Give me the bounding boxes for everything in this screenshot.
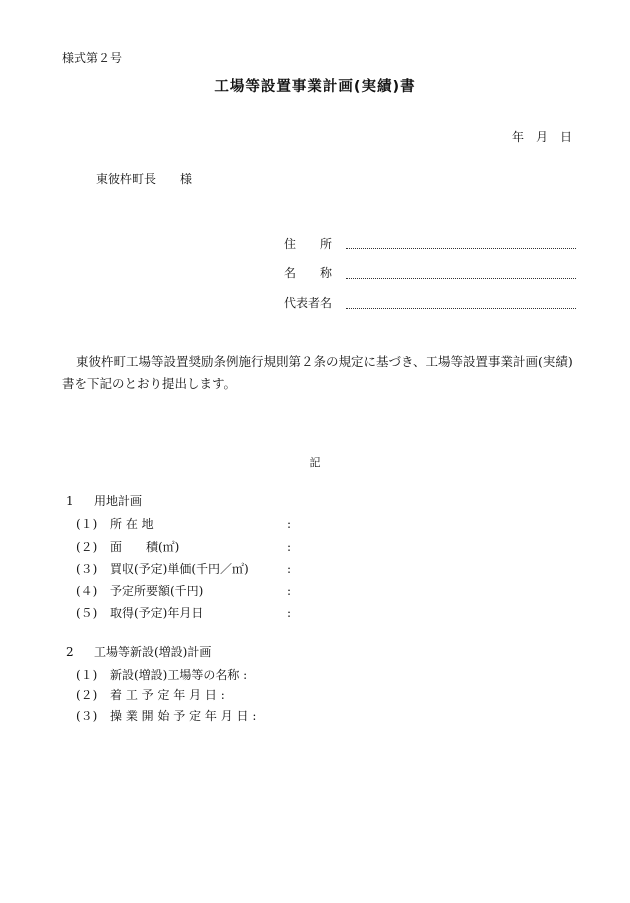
section1-item: [76, 516, 154, 532]
section1-title: 用地計画: [94, 494, 143, 508]
section2-item: [76, 687, 225, 703]
section2-title: 工場等新設(増設)計画: [94, 645, 212, 659]
section1-number: 1: [66, 494, 74, 508]
address-label: 住 所: [284, 237, 333, 251]
item-label: 取得(予定)年月日: [110, 606, 204, 620]
item-number: (２): [76, 540, 98, 554]
representative-label: 代表者名: [284, 296, 333, 310]
item-number: (３): [76, 709, 98, 723]
item-number: (１): [76, 517, 98, 531]
section1-item: [76, 605, 203, 621]
section2-item: [76, 667, 247, 683]
item-label: 新設(増設)工場等の名称 :: [110, 668, 248, 682]
body-paragraph: 東彼杵町工場等設置奨励条例施行規則第２条の規定に基づき、工場等設置事業計画(実績)書を下記のとおり提出します。: [62, 354, 573, 391]
item-label: 所 在 地: [110, 517, 154, 531]
name-field[interactable]: [346, 278, 576, 279]
section2-item: [76, 708, 256, 724]
section1-item: [76, 561, 249, 577]
form-number: 様式第２号: [62, 51, 123, 65]
item-number: (２): [76, 688, 98, 702]
item-label: 着 工 予 定 年 月 日 :: [110, 688, 225, 702]
section1-item: [76, 583, 203, 599]
section2-number: 2: [66, 645, 74, 659]
item-number: (３): [76, 562, 98, 576]
ki-heading: 記: [309, 456, 321, 469]
name-label: 名 称: [284, 266, 333, 280]
addressee: 東彼杵町長 様: [96, 172, 193, 186]
item-colon: :: [287, 584, 292, 598]
item-number: (４): [76, 584, 98, 598]
item-label: 面 積(㎡): [110, 540, 180, 554]
address-field[interactable]: [346, 248, 576, 249]
representative-field[interactable]: [346, 308, 576, 309]
section2-heading: [66, 644, 211, 660]
item-label: 買収(予定)単価(千円／㎡): [110, 562, 249, 576]
item-colon: :: [287, 562, 292, 576]
item-number: (５): [76, 606, 98, 620]
section1-item: [76, 539, 179, 555]
document-title: 工場等設置事業計画(実績)書: [214, 79, 416, 95]
date-line: 年 月 日: [511, 130, 572, 144]
section1-heading: [66, 493, 142, 509]
item-label: 予定所要額(千円): [110, 584, 204, 598]
item-colon: :: [287, 517, 292, 531]
item-colon: :: [287, 606, 292, 620]
item-number: (１): [76, 668, 98, 682]
item-label: 操 業 開 始 予 定 年 月 日 :: [110, 709, 257, 723]
item-colon: :: [287, 540, 292, 554]
